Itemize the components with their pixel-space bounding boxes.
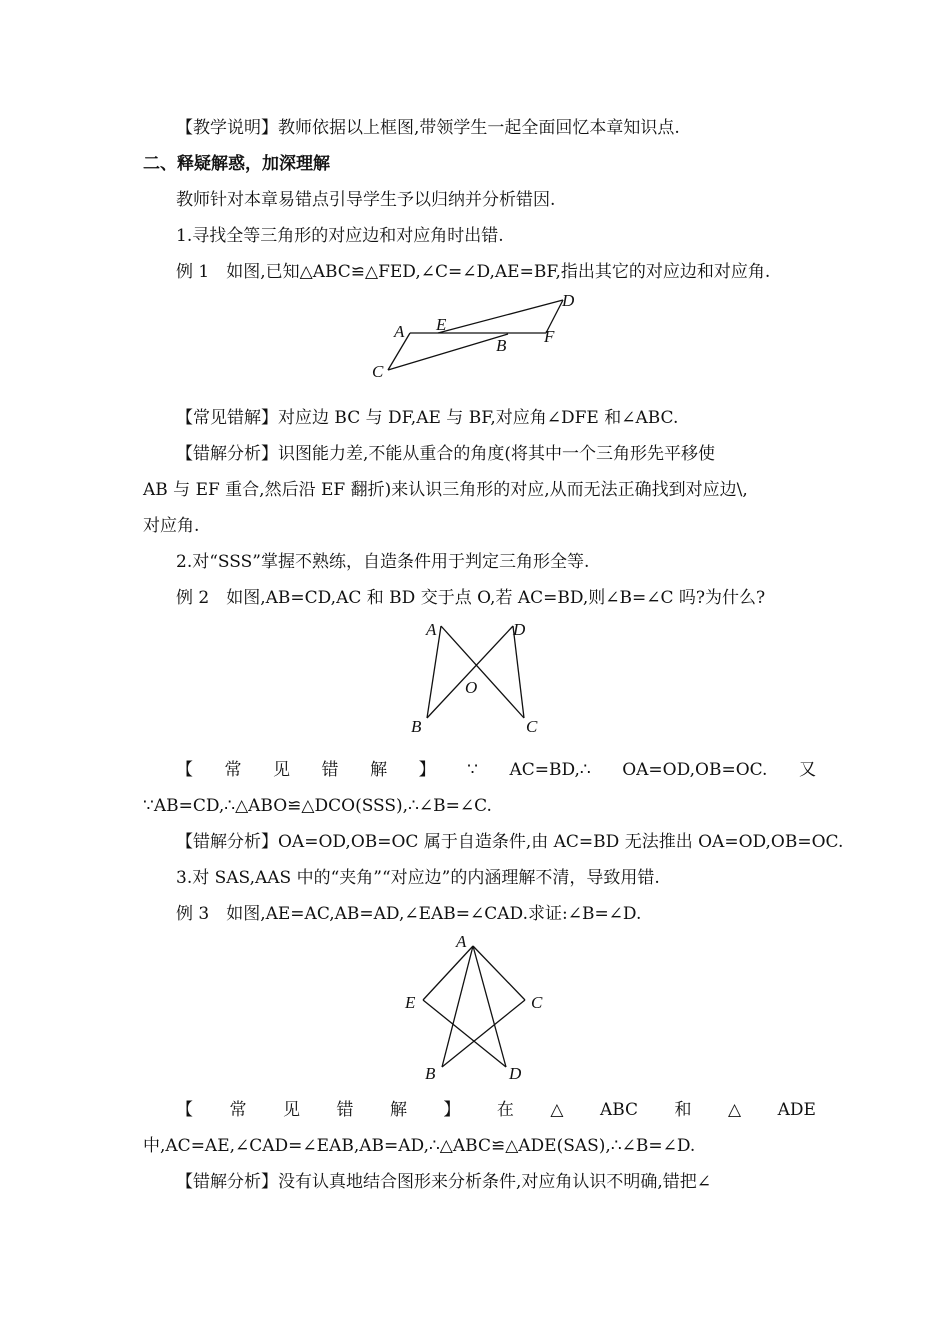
example-2: 例 2 如图,AB=CD,AC 和 BD 交于点 O,若 AC=BD,则∠B=∠C 吗?为什么?	[176, 588, 766, 608]
error-analysis-3: 【错解分析】没有认真地结合图形来分析条件,对应角认识不明确,错把∠	[176, 1172, 712, 1192]
common-error-2: 【 常 见 错 解 】 ∵ AC=BD,∴ OA=OD,OB=OC. 又	[176, 760, 816, 780]
fig3-label-C: C	[531, 993, 543, 1012]
common-error-1: 【常见错解】对应边 BC 与 DF,AE 与 BF,对应角∠DFE 和∠ABC.	[176, 408, 679, 428]
teaching-note: 【教学说明】教师依据以上框图,带领学生一起全面回忆本章知识点.	[176, 118, 680, 138]
fig3-label-B: B	[425, 1064, 436, 1083]
common-error-2-cont: ∵AB=CD,∴△ABO≌△DCO(SSS),∴∠B=∠C.	[143, 796, 492, 816]
section-heading: 二、释疑解惑，加深理解	[143, 154, 330, 174]
point-1: 1.寻找全等三角形的对应边和对应角时出错.	[176, 226, 504, 246]
fig3-label-D: D	[509, 1064, 522, 1083]
point-2: 2.对“SSS”掌握不熟练，自造条件用于判定三角形全等.	[176, 552, 590, 572]
fig3-line-AD	[473, 946, 506, 1067]
fig1-label-B: B	[496, 336, 507, 355]
fig2-line-AC	[441, 626, 524, 718]
fig3-line-CB	[442, 1000, 525, 1067]
fig3-label-A: A	[456, 932, 467, 951]
figure-1	[360, 288, 600, 384]
common-error-3: 【 常 见 错 解 】 在 △ ABC 和 △ ADE	[176, 1100, 816, 1120]
error-analysis-1: 【错解分析】识图能力差,不能从重合的角度(将其中一个三角形先平移使	[176, 444, 716, 464]
fig1-label-A: A	[394, 322, 405, 341]
fig2-line-DB	[427, 626, 513, 718]
error-analysis-1-end: 对应角.	[143, 516, 200, 536]
fig2-label-O: O	[465, 678, 478, 697]
common-error-3-cont: 中,AC=AE,∠CAD=∠EAB,AB=AD,∴△ABC≌△ADE(SAS),∴∠B=∠D.	[143, 1136, 696, 1156]
fig2-label-C: C	[526, 717, 538, 736]
fig3-line-ED	[423, 1000, 506, 1067]
figure-3	[395, 930, 565, 1086]
paragraph: 教师针对本章易错点引导学生予以归纳并分析错因.	[176, 190, 556, 210]
error-analysis-1-cont: AB 与 EF 重合,然后沿 EF 翻折)来认识三角形的对应,从而无法正确找到对应边\,	[143, 480, 748, 500]
fig1-label-F: F	[544, 327, 555, 346]
figure-2	[400, 612, 560, 742]
example-1: 例 1 如图,已知△ABC≌△FED,∠C=∠D,AE=BF,指出其它的对应边和对应角.	[176, 262, 771, 282]
example-3: 例 3 如图,AE=AC,AB=AD,∠EAB=∠CAD.求证:∠B=∠D.	[176, 904, 642, 924]
fig2-label-D: D	[513, 620, 526, 639]
fig2-line-DC	[513, 626, 524, 718]
fig2-label-B: B	[411, 717, 422, 736]
fig1-label-D: D	[562, 291, 575, 310]
fig3-line-AB	[442, 946, 473, 1067]
error-analysis-2: 【错解分析】OA=OD,OB=OC 属于自造条件,由 AC=BD 无法推出 OA=OD,OB=OC.	[176, 832, 844, 852]
fig2-label-A: A	[426, 620, 437, 639]
fig1-label-C: C	[372, 362, 384, 381]
fig2-line-AB	[427, 626, 441, 718]
point-3: 3.对 SAS,AAS 中的“夹角”“对应边”的内涵理解不清，导致用错.	[176, 868, 660, 888]
fig3-label-E: E	[405, 993, 416, 1012]
fig1-label-E: E	[436, 315, 447, 334]
